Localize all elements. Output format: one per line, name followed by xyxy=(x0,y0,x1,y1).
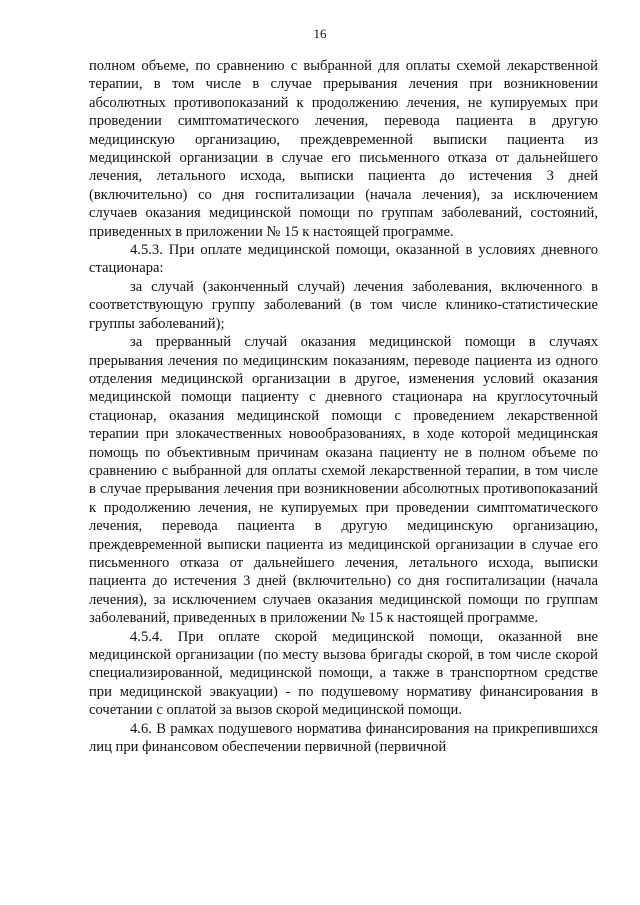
paragraph-continuation: полном объеме, по сравнению с выбранной для оплаты схемой лекарственной терапии, в том числе в случае прерывания лечения при возникновении абсолютных противопоказаний к продолжению лечения, не купируемых при проведении симптоматического лечения, перевода пациента в другую медицинскую организацию, преждевременной выписки пациента из медицинской организации в случае его письменного отказа от дальнейшего лечения, летального исхода, выписки пациента до истечения 3 дней (включительно) со дня госпитализации (начала лечения), за исключением случаев оказания медицинской помощи по группам заболеваний, состояний, приведенных в приложении № 15 к настоящей программе. xyxy=(89,58,598,240)
paragraph-4-6: 4.6. В рамках подушевого норматива финансирования на прикрепившихся лиц при финансовом обеспечении первичной (первичной xyxy=(89,720,598,756)
paragraph-interrupted-case: за прерванный случай оказания медицинской помощи в случаях прерывания лечения по медицинским показаниям, переводе пациента из одного отделения медицинской организации в другое, изменения условий оказания медицинской помощи пациенту с дневного стационара на круглосуточный стационар, оказания медицинской помощи с проведением лекарственной терапии при злокачественных новообразованиях, в ходе которой медицинская помощь по объективным причинам оказана пациенту не в полном объеме по сравнению с выбранной для оплаты схемой лекарственной терапии, в том числе в случае прерывания лечения при возникновении абсолютных противопоказаний к продолжению лечения, не купируемых при проведении симптоматического лечения, перевода пациента в другую медицинскую организацию, преждевременной выписки пациента из медицинской организации в случае его письменного отказа от дальнейшего лечения, летального исхода, выписки пациента до истечения 3 дней (включительно) со дня госпитализации (начала лечения), за исключением случаев оказания медицинской помощи по группам заболеваний, приведенных в приложении № 15 к настоящей программе. xyxy=(89,334,598,627)
page-number: 16 xyxy=(313,26,327,41)
paragraph-4-5-4: 4.5.4. При оплате скорой медицинской помощи, оказанной вне медицинской организации (по месту вызова бригады скорой, в том числе скорой специализированной, медицинской помощи, а также в транспортном средстве при медицинской эвакуации) - по подушевому нормативу финансирования в сочетании с оплатой за вызов скорой медицинской помощи. xyxy=(89,628,598,719)
paragraph-4-5-3: 4.5.3. При оплате медицинской помощи, оказанной в условиях дневного стационара: xyxy=(89,242,598,277)
paragraph-completed-case: за случай (законченный случай) лечения заболевания, включенного в соответствующую группу заболеваний (в том числе клинико-статистические группы заболеваний); xyxy=(89,278,598,332)
document-body xyxy=(89,57,598,756)
